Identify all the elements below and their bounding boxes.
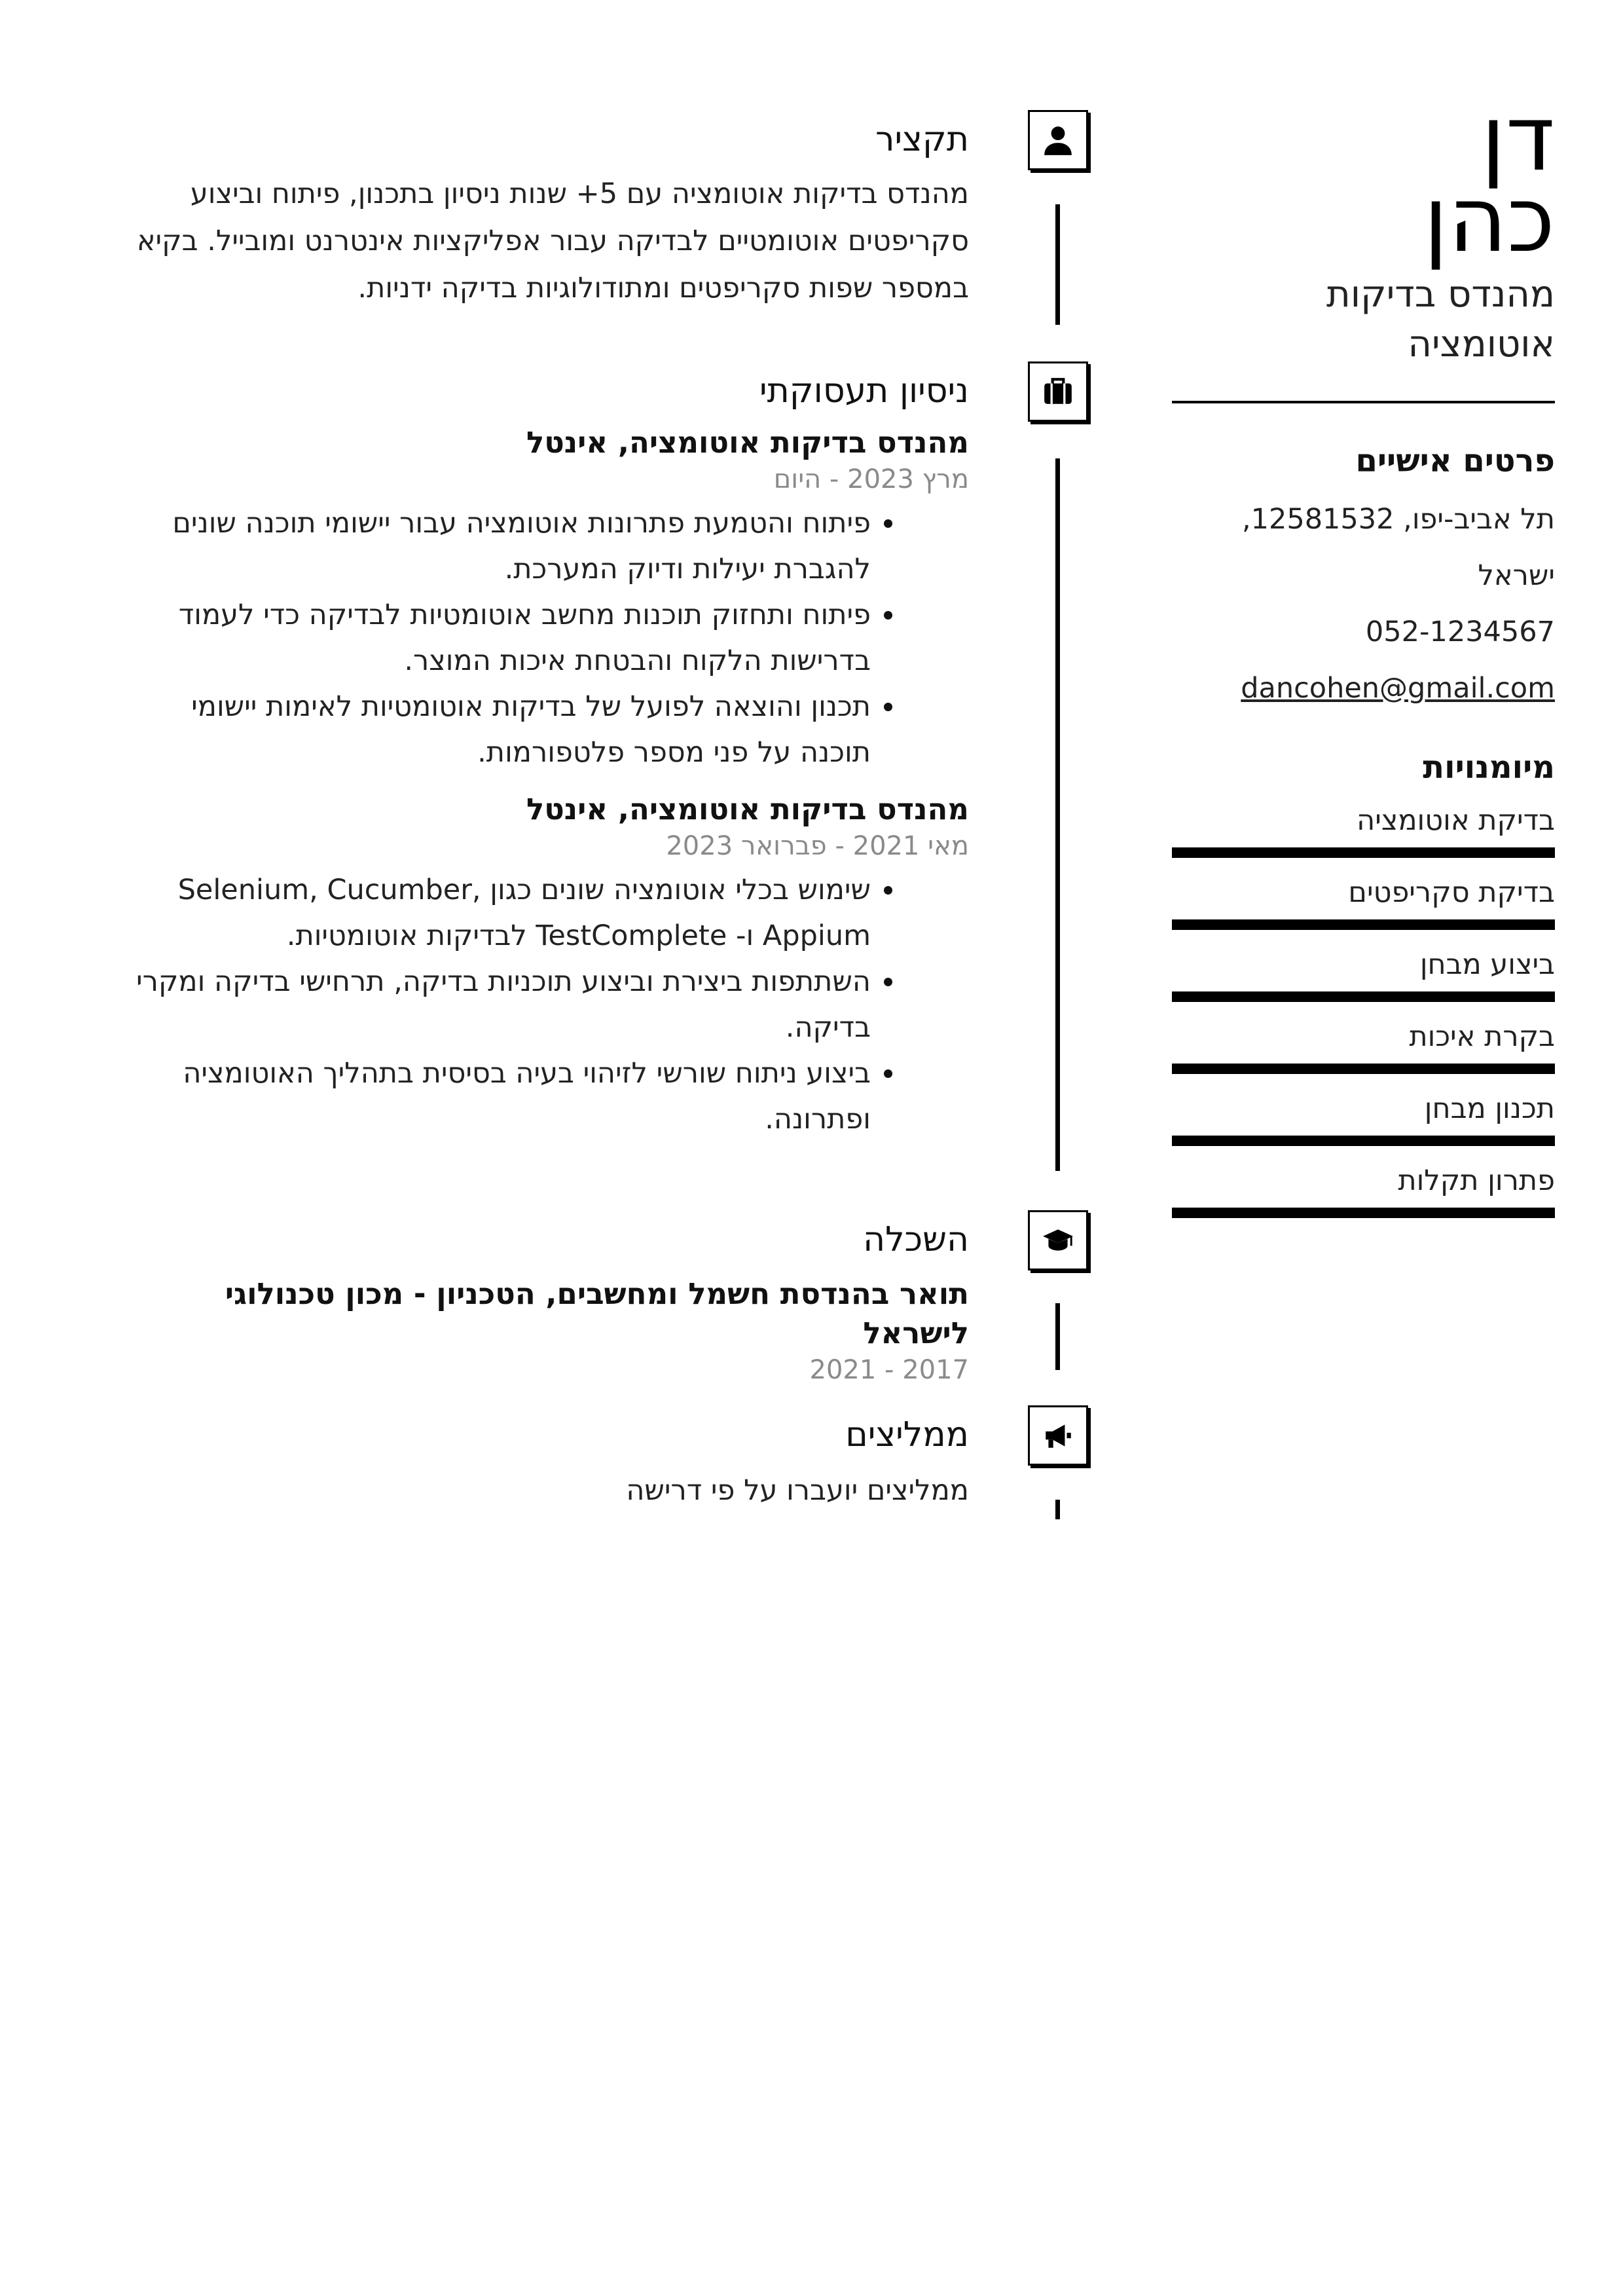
skill-label: בדיקת סקריפטים [1348, 876, 1555, 909]
skill-label: תכנון מבחן [1424, 1092, 1555, 1125]
timeline-line [1055, 458, 1060, 1171]
skill-level-bar [1172, 847, 1555, 858]
timeline-line [1055, 1303, 1060, 1370]
first-name: דן [1481, 86, 1555, 191]
briefcase-icon [1028, 361, 1088, 422]
skill-item [1172, 1088, 1555, 1146]
skill-item [1172, 872, 1555, 930]
phone: 052-1234567 [1365, 616, 1555, 648]
megaphone-icon [1028, 1405, 1088, 1466]
experience-section [118, 368, 969, 1142]
job-bullets [118, 867, 969, 1142]
references-heading: ממליצים [845, 1415, 969, 1454]
address: תל אביב-יפו, 12581532, ישראל [1241, 503, 1555, 592]
personal-details-heading: פרטים אישיים [1355, 443, 1555, 479]
person-icon [1028, 110, 1088, 170]
skill-label: בקרת איכות [1409, 1020, 1555, 1053]
summary-section [118, 117, 969, 312]
summary-text: מהנדס בדיקות אוטומציה עם 5+ שנות ניסיון בתכנון, פיתוח וביצוע סקריפטים אוטומטיים לבדיקה עבור אפליקציות אינטרנט ומובייל. בקיא במספר שפות סקריפטים ומתודולוגיות בדיקה ידניות. [136, 177, 969, 305]
skill-level-bar [1172, 1064, 1555, 1074]
skill-level-bar [1172, 991, 1555, 1002]
timeline-line [1055, 204, 1060, 325]
job-bullet: • שימוש בכלי אוטומציה שונים כגון Selenium, Cucumber, Appium ו- TestComplete לבדיקות אוטומטיות. [118, 867, 871, 959]
skill-item [1172, 1160, 1555, 1218]
references-section [118, 1412, 969, 1514]
skill-label: ביצוע מבחן [1419, 948, 1555, 981]
last-name: כהן [1423, 167, 1555, 272]
skill-level-bar [1172, 919, 1555, 930]
job-entry [118, 790, 969, 1142]
job-bullet: • פיתוח ותחזוק תוכנות מחשב אוטומטיות לבדיקה כדי לעמוד בדרישות הלקוח והבטחת איכות המוצר. [118, 592, 871, 684]
job-title: מהנדס בדיקות אוטומציה [1326, 273, 1555, 365]
skill-label: פתרון תקלות [1398, 1164, 1555, 1197]
job-bullet: • ביצוע ניתוח שורשי לזיהוי בעיה בסיסית בתהליך האוטומציה ופתרונה. [118, 1050, 871, 1142]
header-divider [1172, 401, 1555, 403]
timeline-line [1055, 1500, 1060, 1519]
graduation-cap-icon [1028, 1210, 1088, 1270]
job-dates: מאי 2021 - פברואר 2023 [666, 831, 969, 861]
skill-level-bar [1172, 1136, 1555, 1146]
experience-heading: ניסיון תעסוקתי [759, 371, 969, 411]
sidebar [1172, 86, 1555, 1218]
skill-item [1172, 944, 1555, 1002]
job-title: מהנדס בדיקות אוטומציה, אינטל [526, 792, 969, 826]
job-entry [118, 423, 969, 775]
email-link[interactable]: dancohen@gmail.com [1241, 672, 1555, 705]
skills-list [1172, 800, 1555, 1218]
skill-item [1172, 1016, 1555, 1074]
job-bullet: • תכנון והוצאה לפועל של בדיקות אוטומטיות לאימות יישומי תוכנה על פני מספר פלטפורמות. [118, 684, 871, 775]
skill-label: בדיקת אוטומציה [1357, 804, 1555, 837]
job-bullets [118, 500, 969, 775]
references-text: ממליצים יועברו על פי דרישה [626, 1474, 969, 1507]
education-dates: 2017 - 2021 [809, 1355, 969, 1385]
job-bullet: • השתתפות ביצירת וביצוע תוכניות בדיקה, תרחישי בדיקה ומקרי בדיקה. [118, 959, 871, 1050]
skill-level-bar [1172, 1208, 1555, 1218]
summary-heading: תקציר [875, 120, 969, 159]
education-section [118, 1217, 969, 1387]
job-dates: מרץ 2023 - היום [773, 464, 969, 494]
job-bullet: • פיתוח והטמעת פתרונות אוטומציה עבור יישומי תוכנה שונים להגברת יעילות ודיוק המערכת. [118, 500, 871, 592]
education-heading: השכלה [863, 1220, 969, 1259]
skill-item [1172, 800, 1555, 858]
education-degree: תואר בהנדסת חשמל ומחשבים, הטכניון - מכון טכנולוגי לישראל [225, 1276, 969, 1350]
skills-heading: מיומנויות [1423, 749, 1555, 786]
job-title: מהנדס בדיקות אוטומציה, אינטל [526, 425, 969, 460]
